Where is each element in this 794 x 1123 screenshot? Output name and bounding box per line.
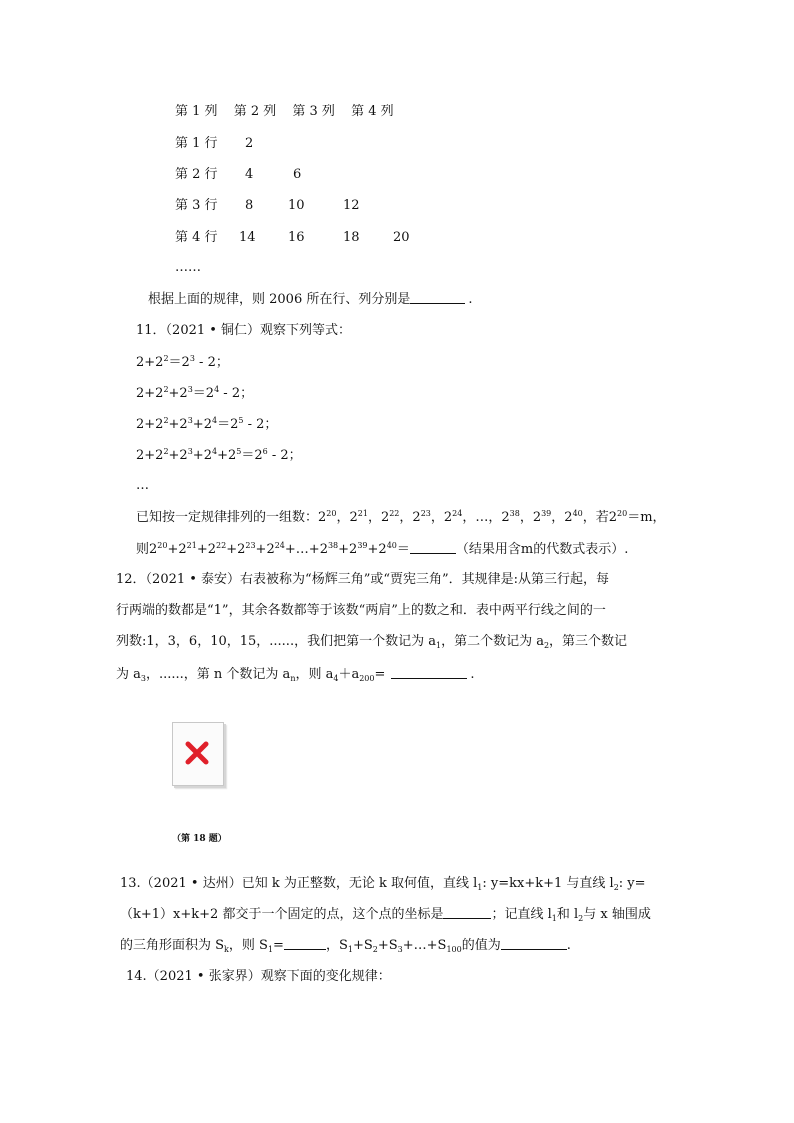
q10-question-line: 根据上面的规律，则 2006 所在行、列分别是 . — [148, 292, 473, 307]
answer-blank[interactable] — [284, 938, 326, 950]
q14-heading: 14.（2021 • 张家界）观察下面的变化规律： — [126, 969, 391, 984]
answer-blank[interactable] — [410, 542, 456, 554]
table-row — [175, 231, 218, 244]
equation-ellipsis: … — [136, 478, 149, 493]
table-cell: 8 — [245, 198, 254, 213]
table-row — [175, 137, 218, 150]
answer-blank[interactable] — [391, 667, 467, 679]
q13-line: 的三角形面积为 $S_k$，则 $S_1=$ ，$S_1+S_2+S_3+\dots+S_{100}$的值为 . — [120, 938, 571, 954]
missing-image — [172, 722, 224, 786]
table-cell: 12 — [343, 198, 360, 213]
answer-blank[interactable] — [443, 907, 491, 919]
row-label: 第 4 行 — [175, 230, 218, 245]
q13-line: 13.（2021 • 达州）已知 k 为正整数，无论 k 取何值，直线 $l_1$: y=kx+k+1 与直线 $l_2$: y= — [120, 876, 646, 892]
q12-line: 列数:1，3，6，10，15，......，我们把第一个数记为 $a_1$，第二个数记为 $a_2$，第三个数记 — [116, 634, 628, 650]
table-cell: 6 — [293, 167, 302, 182]
answer-blank[interactable] — [501, 938, 567, 950]
row-label: 第 1 行 — [175, 136, 218, 151]
column-header: 第 2 列 — [233, 104, 277, 119]
row-label: 第 3 行 — [175, 198, 218, 213]
column-header: 第 3 列 — [292, 104, 335, 119]
table-cell: 16 — [288, 230, 305, 245]
table-row — [175, 168, 218, 181]
equation: $2+2^2+2^3+2^4+2^5=2^6 - 2$； — [136, 447, 302, 463]
q12-line: 行两端的数都是“1”，其余各数都等于该数“两肩”上的数之和．表中两平行线之间的一 — [116, 603, 606, 618]
equation: $2+2^2=2^3 - 2$； — [136, 354, 229, 370]
figure-caption: （第 18 题） — [172, 834, 227, 844]
column-header: 第 1 列 — [175, 104, 218, 119]
broken-image-icon — [184, 741, 210, 765]
column-header: 第 4 列 — [351, 104, 394, 119]
table-cell: 10 — [288, 198, 305, 213]
table-ellipsis: …… — [175, 260, 201, 275]
row-label: 第 2 行 — [175, 167, 218, 182]
table-header — [175, 105, 394, 118]
q12-line: 为 $a_3$，......，第 n 个数记为 $a_n$，则 $a_4+a_{200}=$ . — [116, 667, 475, 683]
q12-line: 12．（2021 • 泰安）右表被称为“杨辉三角”或“贾宪三角”．其规律是:从第三行起，每 — [116, 572, 610, 587]
table-cell: 4 — [245, 167, 254, 182]
answer-blank[interactable] — [410, 292, 465, 304]
table-cell: 2 — [245, 136, 254, 151]
q13-line: （k+1）x+k+2 都交于一个固定的点，这个点的坐标是 ；记直线 $l_1$和 $l_2$与 x 轴围成 — [120, 907, 651, 923]
table-cell: 14 — [239, 230, 256, 245]
q11-heading: 11．（2021 • 铜仁）观察下列等式： — [136, 323, 352, 338]
equation: $2+2^2+2^3=2^4 - 2$； — [136, 385, 254, 401]
q11-known-line: 已知按一定规律排列的一组数：$2^{20}$，$2^{21}$，$2^{22}$，$2^{23}$，$2^{24}$，…，$2^{38}$，$2^{39}$，$2^{40}$，若$2^{20}=m$， — [136, 509, 666, 525]
table-cell: 18 — [343, 230, 360, 245]
equation: $2+2^2+2^3+2^4=2^5 - 2$； — [136, 416, 278, 432]
table-cell: 20 — [393, 230, 410, 245]
q11-sum-line: 则$2^{20}+2^{21}+2^{22}+2^{23}+2^{24}+\dots+2^{38}+2^{39}+2^{40}=$ （结果用含m的代数式表示）. — [136, 541, 629, 557]
table-row — [175, 199, 218, 212]
